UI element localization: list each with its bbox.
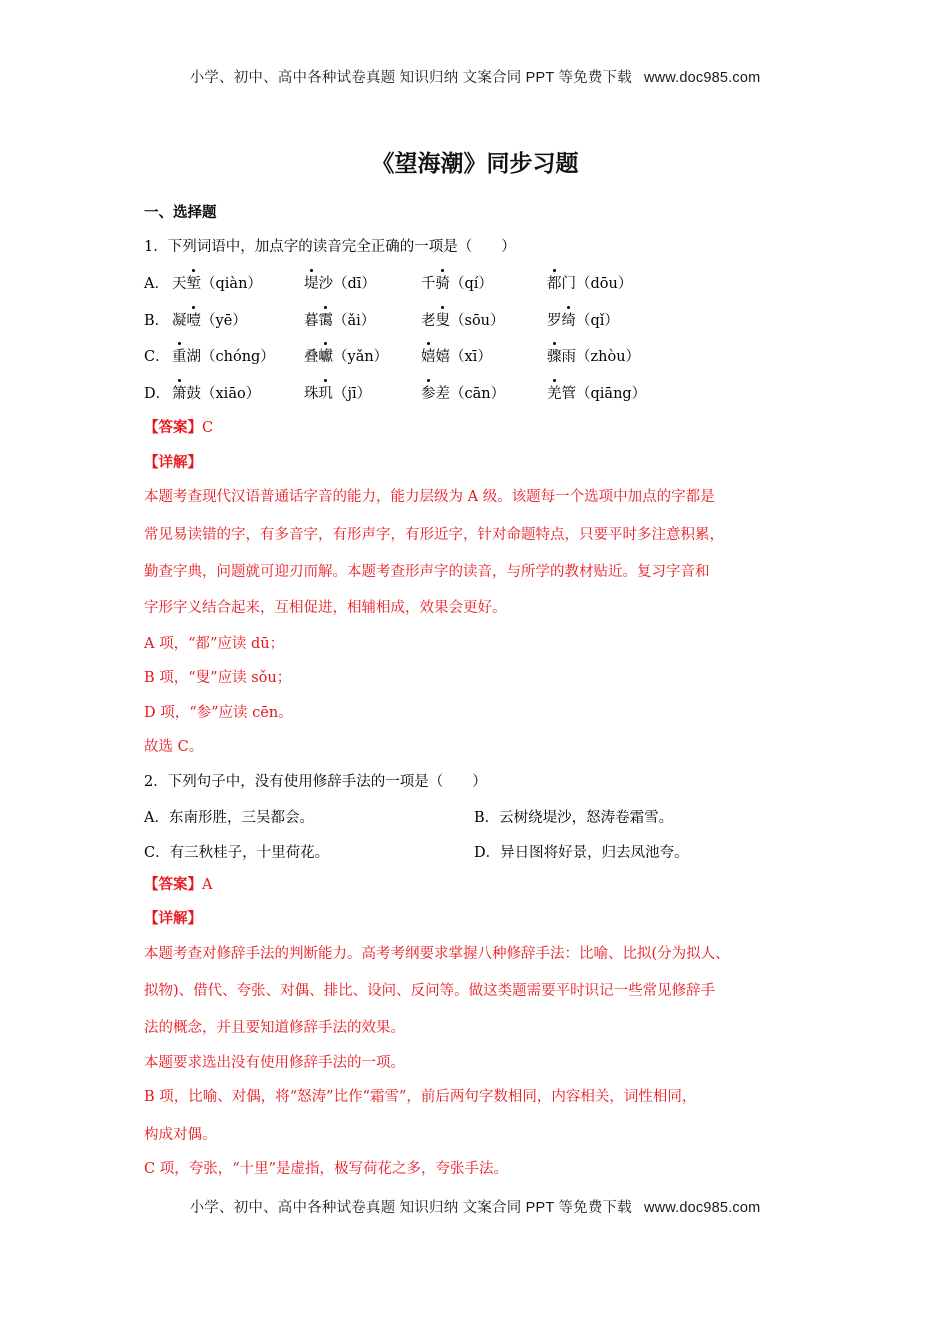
word-item: [421, 345, 492, 366]
character: 门: [561, 276, 576, 292]
pinyin: （chóng）: [201, 349, 275, 365]
page-title: 《望海潮》同步习题: [371, 151, 579, 177]
header-banner-url[interactable]: www.doc985.com: [643, 70, 761, 86]
word-item: [421, 309, 505, 330]
pinyin: （xī）: [450, 349, 492, 365]
q2-explanation-line: 拟物)、借代、夸张、对偶、排比、设问、反问等。做这类题需要平时识记一些常见修辞手: [144, 983, 716, 999]
dotted-character: 玑: [319, 382, 334, 403]
pinyin: （xiāo）: [201, 386, 261, 402]
question-2-explain-label: [144, 909, 202, 929]
pinyin: （cān）: [450, 386, 506, 402]
word-item: [304, 345, 388, 366]
character: 凝: [172, 313, 187, 329]
dotted-character: 霭: [319, 309, 334, 330]
pinyin: （qí）: [450, 276, 493, 292]
dotted-character: 巘: [319, 345, 334, 366]
dotted-character: 堑: [187, 272, 202, 293]
character: 暮: [304, 313, 319, 329]
character: 差: [435, 386, 450, 402]
answer-label: 【答案】: [144, 419, 202, 436]
question-2-answer: [144, 875, 212, 895]
q1-explanation-line: A 项，“都”应读 dū；: [144, 636, 285, 652]
pinyin: （zhòu）: [576, 349, 641, 365]
pinyin: （dōu）: [576, 276, 633, 292]
option-letter: C．: [144, 349, 170, 365]
q2-explanation-line: C 项，夸张，“十里”是虚指，极写荷花之多，夸张手法。: [144, 1161, 509, 1177]
answer-value: A: [202, 877, 213, 893]
word-item: [304, 382, 371, 403]
word-item: [547, 382, 646, 403]
dotted-character: 绮: [562, 309, 577, 330]
q1-explanation-line: 故选 C。: [144, 739, 204, 755]
footer-banner-url[interactable]: www.doc985.com: [643, 1200, 761, 1216]
answer-value: C: [202, 420, 214, 436]
word-item: [304, 309, 375, 330]
explain-label: 【详解】: [144, 454, 202, 471]
q2-explanation-line: B 项，比喻、对偶，将“怒涛”比作“霜雪”，前后两句字数相同，内容相关，词性相同，: [144, 1089, 697, 1105]
dotted-character: 箫: [172, 382, 187, 403]
dotted-character: 重: [172, 345, 187, 366]
character: 雨: [561, 349, 576, 365]
word-item: [421, 272, 493, 293]
character: 沙: [318, 276, 333, 292]
q2-explanation-line: 本题考查对修辞手法的判断能力。高考考纲要求掌握八种修辞手法：比喻、比拟(分为拟人、: [144, 946, 730, 962]
footer-banner: [0, 1196, 950, 1217]
character: 天: [172, 276, 187, 292]
character: 罗: [547, 313, 562, 329]
dotted-character: 嬉: [421, 345, 436, 366]
pinyin: （sōu）: [450, 313, 505, 329]
explain-label: 【详解】: [144, 910, 202, 927]
character: 鼓: [186, 386, 201, 402]
dotted-character: 参: [421, 382, 436, 403]
option-b[interactable]: B．云树绕堤沙，怒涛卷霜雪。: [474, 810, 674, 826]
word-item: [304, 272, 376, 293]
pinyin: （qiàn）: [201, 276, 262, 292]
question-2-options-row: [144, 841, 824, 863]
question-2-stem: 2．下列句子中，没有使用修辞手法的一项是（ ）: [144, 774, 487, 790]
dotted-character: 堤: [304, 272, 319, 293]
answer-label: 【答案】: [144, 876, 202, 893]
character: 老: [421, 313, 436, 329]
dotted-character: 羌: [547, 382, 562, 403]
pinyin: （yǎn）: [333, 349, 389, 365]
word-item: [172, 382, 260, 403]
header-banner-text: 小学、初中、高中各种试卷真题 知识归纳 文案合同 PPT 等免费下载: [189, 70, 632, 86]
dotted-character: 骑: [436, 272, 451, 293]
character: 千: [421, 276, 436, 292]
q1-explanation-line: 字形字义结合起来，互相促进，相辅相成，效果会更好。: [144, 600, 507, 616]
pinyin: （ǎi）: [333, 313, 376, 329]
option-a[interactable]: A．东南形胜，三吴都会。: [144, 810, 314, 826]
q1-explanation-line: 本题考查现代汉语普通话字音的能力，能力层级为 A 级。该题每一个选项中加点的字都是: [144, 489, 715, 505]
word-item: [547, 309, 619, 330]
q1-explanation-line: B 项，“叟”应读 sǒu；: [144, 670, 292, 686]
option-letter: A．: [144, 276, 169, 292]
character: 管: [561, 386, 576, 402]
option-c[interactable]: C．有三秋桂子，十里荷花。: [144, 845, 330, 861]
question-1-stem: 1．下列词语中，加点字的读音完全正确的一项是（ ）: [144, 239, 516, 255]
question-1-explain-label: [144, 453, 202, 473]
option-d[interactable]: D．异日图将好景，归去凤池夸。: [474, 845, 689, 861]
character: 叠: [304, 349, 319, 365]
character: 湖: [186, 349, 201, 365]
q1-explanation-line: 勤查字典，问题就可迎刃而解。本题考查形声字的读音，与所学的教材贴近。复习字音和: [144, 564, 710, 580]
option-letter: B．: [144, 313, 170, 329]
word-item: [172, 309, 247, 330]
pinyin: （jī）: [333, 386, 372, 402]
question-1-answer: [144, 418, 213, 438]
word-item: [421, 382, 505, 403]
question-2-options-row: [144, 806, 824, 828]
footer-banner-text: 小学、初中、高中各种试卷真题 知识归纳 文案合同 PPT 等免费下载: [189, 1200, 632, 1216]
q2-explanation-line: 本题要求选出没有使用修辞手法的一项。: [144, 1055, 405, 1071]
dotted-character: 都: [547, 272, 562, 293]
dotted-character: 噎: [187, 309, 202, 330]
word-item: [547, 345, 640, 366]
section-heading: 一、选择题: [144, 205, 217, 221]
word-item: [547, 272, 632, 293]
dotted-character: 叟: [436, 309, 451, 330]
character: 珠: [304, 386, 319, 402]
word-item: [172, 272, 262, 293]
q2-explanation-line: 构成对偶。: [144, 1127, 217, 1143]
pinyin: （qǐ）: [576, 313, 619, 329]
pinyin: （dī）: [333, 276, 376, 292]
pinyin: （qiāng）: [576, 386, 647, 402]
option-letter: D．: [144, 386, 171, 402]
character: 嬉: [435, 349, 450, 365]
word-item: [172, 345, 275, 366]
q1-explanation-line: D 项，“参”应读 cēn。: [144, 705, 293, 721]
header-banner: [0, 66, 950, 87]
pinyin: （yē）: [201, 313, 247, 329]
q2-explanation-line: 法的概念，并且要知道修辞手法的效果。: [144, 1020, 405, 1036]
q1-explanation-line: 常见易读错的字，有多音字，有形声字，有形近字，针对命题特点，只要平时多注意积累，: [144, 527, 724, 543]
dotted-character: 骤: [547, 345, 562, 366]
